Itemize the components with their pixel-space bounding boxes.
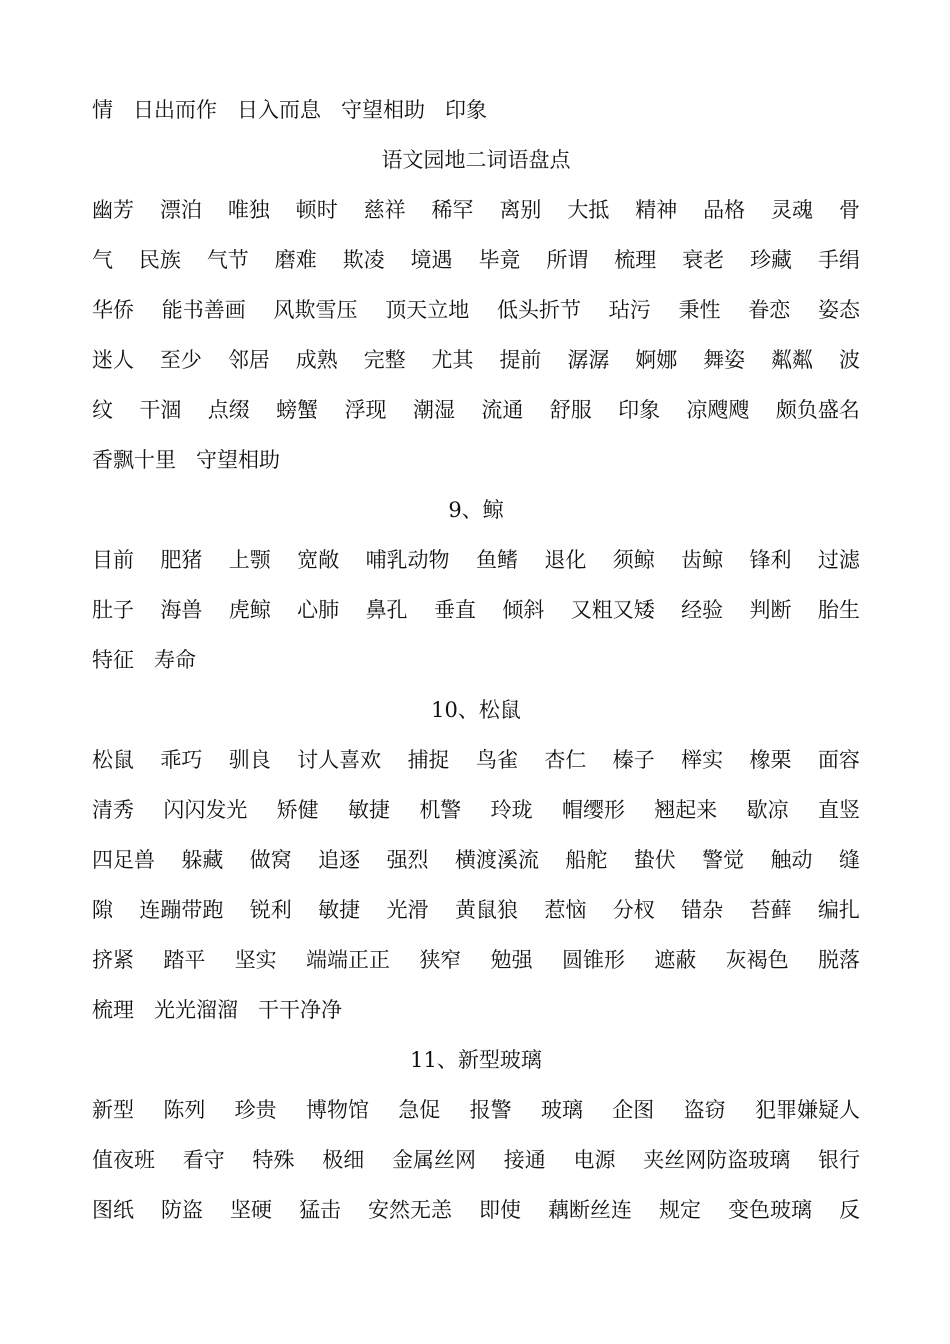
vocabulary-line <box>92 1138 860 1188</box>
vocabulary-word: 干干净净 <box>258 998 342 1022</box>
vocabulary-line <box>92 438 860 488</box>
vocabulary-line <box>92 288 860 338</box>
vocabulary-word: 婀娜 <box>635 348 678 372</box>
vocabulary-line <box>92 338 860 388</box>
vocabulary-word: 尤其 <box>431 348 474 372</box>
vocabulary-word: 守望相助 <box>341 98 425 122</box>
vocabulary-word: 防盗 <box>161 1198 203 1222</box>
vocabulary-word: 完整 <box>363 348 406 372</box>
vocabulary-word: 气节 <box>206 248 249 272</box>
vocabulary-word: 邻居 <box>227 348 270 372</box>
vocabulary-word: 螃蟹 <box>276 398 319 422</box>
vocabulary-word: 哺乳动物 <box>365 548 450 572</box>
vocabulary-word: 藕断丝连 <box>548 1198 632 1222</box>
vocabulary-word: 宽敞 <box>297 548 340 572</box>
vocabulary-word: 敏捷 <box>347 798 390 822</box>
vocabulary-word: 判断 <box>749 598 792 622</box>
vocabulary-word: 波 <box>838 348 860 372</box>
vocabulary-word: 海兽 <box>160 598 203 622</box>
vocabulary-word: 寿命 <box>154 648 196 672</box>
vocabulary-line <box>92 388 860 438</box>
vocabulary-word: 极细 <box>322 1148 365 1172</box>
vocabulary-word: 鼻孔 <box>365 598 408 622</box>
vocabulary-word: 虎鲸 <box>228 598 271 622</box>
vocabulary-word: 四足兽 <box>92 848 155 872</box>
vocabulary-word: 敏捷 <box>318 898 361 922</box>
vocabulary-word: 秉性 <box>678 298 721 322</box>
vocabulary-word: 齿鲸 <box>681 548 724 572</box>
vocabulary-word: 清秀 <box>92 798 134 822</box>
vocabulary-word: 成熟 <box>295 348 338 372</box>
vocabulary-word: 须鲸 <box>612 548 655 572</box>
vocabulary-word: 肚子 <box>92 598 134 622</box>
vocabulary-word: 锐利 <box>249 898 292 922</box>
vocabulary-word: 乖巧 <box>160 748 203 772</box>
vocabulary-word: 反 <box>839 1198 860 1222</box>
vocabulary-line <box>92 788 860 838</box>
vocabulary-word: 慈祥 <box>363 198 406 222</box>
vocabulary-word: 经验 <box>681 598 724 622</box>
vocabulary-word: 横渡溪流 <box>454 848 539 872</box>
vocabulary-word: 心肺 <box>297 598 340 622</box>
vocabulary-word: 翘起来 <box>654 798 718 822</box>
vocabulary-word: 纹 <box>92 398 113 422</box>
vocabulary-word: 强烈 <box>386 848 429 872</box>
vocabulary-word: 民族 <box>138 248 181 272</box>
vocabulary-word: 倾斜 <box>502 598 545 622</box>
vocabulary-word: 驯良 <box>228 748 271 772</box>
vocabulary-word: 规定 <box>659 1198 701 1222</box>
vocabulary-word: 编扎 <box>817 898 860 922</box>
section-heading: 9、鲸 <box>448 498 504 522</box>
vocabulary-word: 情 <box>92 98 113 122</box>
vocabulary-word: 骨 <box>838 198 860 222</box>
vocabulary-word: 至少 <box>159 348 202 372</box>
vocabulary-word: 坚硬 <box>230 1198 272 1222</box>
vocabulary-word: 金属丝网 <box>392 1148 476 1172</box>
vocabulary-word: 警觉 <box>702 848 745 872</box>
vocabulary-word: 珍藏 <box>750 248 793 272</box>
vocabulary-word: 狭窄 <box>419 948 462 972</box>
vocabulary-word: 玲珑 <box>490 798 533 822</box>
vocabulary-word: 磨难 <box>274 248 317 272</box>
vocabulary-word: 梳理 <box>92 998 134 1022</box>
vocabulary-word: 干涸 <box>139 398 182 422</box>
vocabulary-word: 挤紧 <box>92 948 134 972</box>
vocabulary-line <box>92 938 860 988</box>
vocabulary-word: 惹恼 <box>544 898 587 922</box>
vocabulary-word: 所谓 <box>546 248 589 272</box>
vocabulary-word: 能书善画 <box>161 298 246 322</box>
vocabulary-word: 稀罕 <box>431 198 474 222</box>
vocabulary-word: 境遇 <box>410 248 453 272</box>
vocabulary-word: 香飘十里 <box>92 448 176 472</box>
vocabulary-word: 猛击 <box>299 1198 341 1222</box>
vocabulary-word: 气 <box>92 248 113 272</box>
section-heading: 语文园地二词语盘点 <box>381 148 571 172</box>
vocabulary-word: 触动 <box>770 848 813 872</box>
section-heading: 11、新型玻璃 <box>410 1048 542 1072</box>
vocabulary-word: 黄鼠狼 <box>454 898 518 922</box>
vocabulary-word: 手绢 <box>817 248 860 272</box>
vocabulary-word: 歇凉 <box>746 798 789 822</box>
vocabulary-word: 顶天立地 <box>385 298 470 322</box>
vocabulary-word: 舞姿 <box>703 348 746 372</box>
vocabulary-word: 杏仁 <box>544 748 587 772</box>
section-heading: 10、松鼠 <box>431 698 521 722</box>
vocabulary-word: 报警 <box>469 1098 512 1122</box>
vocabulary-word: 变色玻璃 <box>728 1198 812 1222</box>
vocabulary-word: 榉实 <box>681 748 724 772</box>
vocabulary-word: 脱落 <box>817 948 860 972</box>
vocabulary-word: 企图 <box>612 1098 655 1122</box>
vocabulary-word: 苔藓 <box>749 898 792 922</box>
vocabulary-word: 过滤 <box>817 548 860 572</box>
vocabulary-word: 蛰伏 <box>633 848 676 872</box>
vocabulary-word: 榛子 <box>612 748 655 772</box>
vocabulary-word: 肥猪 <box>160 548 203 572</box>
vocabulary-line <box>92 238 860 288</box>
vocabulary-word: 梳理 <box>614 248 657 272</box>
vocabulary-word: 幽芳 <box>92 198 134 222</box>
vocabulary-word: 机警 <box>419 798 462 822</box>
vocabulary-word: 闪闪发光 <box>163 798 248 822</box>
vocabulary-word: 眷恋 <box>748 298 791 322</box>
vocabulary-word: 迷人 <box>92 348 134 372</box>
vocabulary-line <box>92 1188 860 1238</box>
vocabulary-word: 日出而作 <box>133 98 217 122</box>
vocabulary-word: 光滑 <box>386 898 429 922</box>
vocabulary-word: 流通 <box>481 398 524 422</box>
vocabulary-word: 印象 <box>445 98 487 122</box>
vocabulary-word: 风欺雪压 <box>273 298 358 322</box>
vocabulary-line <box>92 988 860 1038</box>
vocabulary-line <box>92 738 860 788</box>
vocabulary-word: 面容 <box>817 748 860 772</box>
vocabulary-word: 即使 <box>479 1198 521 1222</box>
vocabulary-word: 分杈 <box>612 898 655 922</box>
vocabulary-word: 提前 <box>499 348 542 372</box>
vocabulary-word: 直竖 <box>817 798 860 822</box>
vocabulary-word: 锋利 <box>749 548 792 572</box>
vocabulary-word: 玷污 <box>608 298 651 322</box>
vocabulary-word: 日入而息 <box>237 98 321 122</box>
vocabulary-word: 精神 <box>635 198 678 222</box>
vocabulary-word: 特殊 <box>252 1148 295 1172</box>
vocabulary-word: 守望相助 <box>196 448 280 472</box>
vocabulary-word: 急促 <box>398 1098 441 1122</box>
vocabulary-word: 追逐 <box>318 848 361 872</box>
vocabulary-word: 陈列 <box>163 1098 206 1122</box>
vocabulary-word: 帽缨形 <box>561 798 625 822</box>
vocabulary-word: 矫健 <box>276 798 319 822</box>
vocabulary-word: 潮湿 <box>412 398 455 422</box>
vocabulary-word: 灰褐色 <box>725 948 789 972</box>
vocabulary-line <box>92 588 860 638</box>
vocabulary-word: 新型 <box>92 1098 134 1122</box>
vocabulary-word: 光光溜溜 <box>154 998 238 1022</box>
vocabulary-word: 看守 <box>182 1148 225 1172</box>
vocabulary-word: 灵魂 <box>771 198 814 222</box>
vocabulary-word: 勉强 <box>490 948 533 972</box>
vocabulary-word: 品格 <box>703 198 746 222</box>
vocabulary-word: 躲藏 <box>181 848 224 872</box>
vocabulary-word: 上颚 <box>228 548 271 572</box>
vocabulary-word: 印象 <box>618 398 661 422</box>
vocabulary-word: 电源 <box>573 1148 616 1172</box>
vocabulary-word: 安然无恙 <box>368 1198 452 1222</box>
vocabulary-word: 博物馆 <box>305 1098 369 1122</box>
vocabulary-word: 捕捉 <box>407 748 450 772</box>
vocabulary-line <box>92 88 860 138</box>
vocabulary-word: 点缀 <box>207 398 250 422</box>
vocabulary-word: 特征 <box>92 648 134 672</box>
vocabulary-word: 盗窃 <box>683 1098 726 1122</box>
vocabulary-word: 图纸 <box>92 1198 134 1222</box>
vocabulary-word: 离别 <box>499 198 542 222</box>
vocabulary-word: 顿时 <box>295 198 338 222</box>
vocabulary-word: 银行 <box>818 1148 860 1172</box>
vocabulary-word: 毕竟 <box>478 248 521 272</box>
vocabulary-word: 错杂 <box>681 898 724 922</box>
vocabulary-word: 鱼鳍 <box>475 548 518 572</box>
vocabulary-word: 退化 <box>544 548 587 572</box>
vocabulary-word: 隙 <box>92 898 113 922</box>
vocabulary-line <box>92 888 860 938</box>
vocabulary-word: 坚实 <box>234 948 277 972</box>
vocabulary-word: 唯独 <box>227 198 270 222</box>
vocabulary-line <box>92 1088 860 1138</box>
vocabulary-word: 粼粼 <box>771 348 814 372</box>
vocabulary-word: 夹丝网防盗玻璃 <box>643 1148 791 1172</box>
vocabulary-word: 华侨 <box>92 298 134 322</box>
vocabulary-word: 缝 <box>838 848 860 872</box>
vocabulary-word: 连蹦带跑 <box>139 898 224 922</box>
vocabulary-word: 欺凌 <box>342 248 385 272</box>
vocabulary-word: 大抵 <box>567 198 610 222</box>
vocabulary-word: 犯罪嫌疑人 <box>754 1098 860 1122</box>
vocabulary-word: 颇负盛名 <box>775 398 860 422</box>
vocabulary-word: 船舵 <box>565 848 608 872</box>
vocabulary-word: 目前 <box>92 548 134 572</box>
vocabulary-word: 垂直 <box>433 598 476 622</box>
vocabulary-word: 接通 <box>503 1148 546 1172</box>
vocabulary-word: 玻璃 <box>540 1098 583 1122</box>
vocabulary-word: 珍贵 <box>234 1098 277 1122</box>
vocabulary-word: 漂泊 <box>159 198 202 222</box>
vocabulary-word: 凉飕飕 <box>686 398 750 422</box>
vocabulary-word: 鸟雀 <box>475 748 518 772</box>
vocabulary-line <box>92 638 860 688</box>
vocabulary-word: 浮现 <box>344 398 387 422</box>
vocabulary-word: 低头折节 <box>497 298 581 322</box>
vocabulary-word: 衰老 <box>682 248 725 272</box>
vocabulary-word: 又粗又矮 <box>570 598 655 622</box>
vocabulary-word: 做窝 <box>249 848 292 872</box>
vocabulary-word: 讨人喜欢 <box>297 748 382 772</box>
vocabulary-word: 端端正正 <box>305 948 390 972</box>
vocabulary-word: 圆锥形 <box>561 948 625 972</box>
vocabulary-word: 松鼠 <box>92 748 134 772</box>
vocabulary-word: 值夜班 <box>92 1148 155 1172</box>
vocabulary-line <box>92 838 860 888</box>
vocabulary-word: 姿态 <box>818 298 860 322</box>
vocabulary-word: 潺潺 <box>567 348 610 372</box>
vocabulary-word: 胎生 <box>817 598 860 622</box>
vocabulary-word: 舒服 <box>549 398 592 422</box>
vocabulary-word: 踏平 <box>163 948 206 972</box>
vocabulary-word: 橡栗 <box>749 748 792 772</box>
vocabulary-line <box>92 188 860 238</box>
vocabulary-line <box>92 538 860 588</box>
document-page <box>92 88 860 1238</box>
vocabulary-word: 遮蔽 <box>654 948 697 972</box>
